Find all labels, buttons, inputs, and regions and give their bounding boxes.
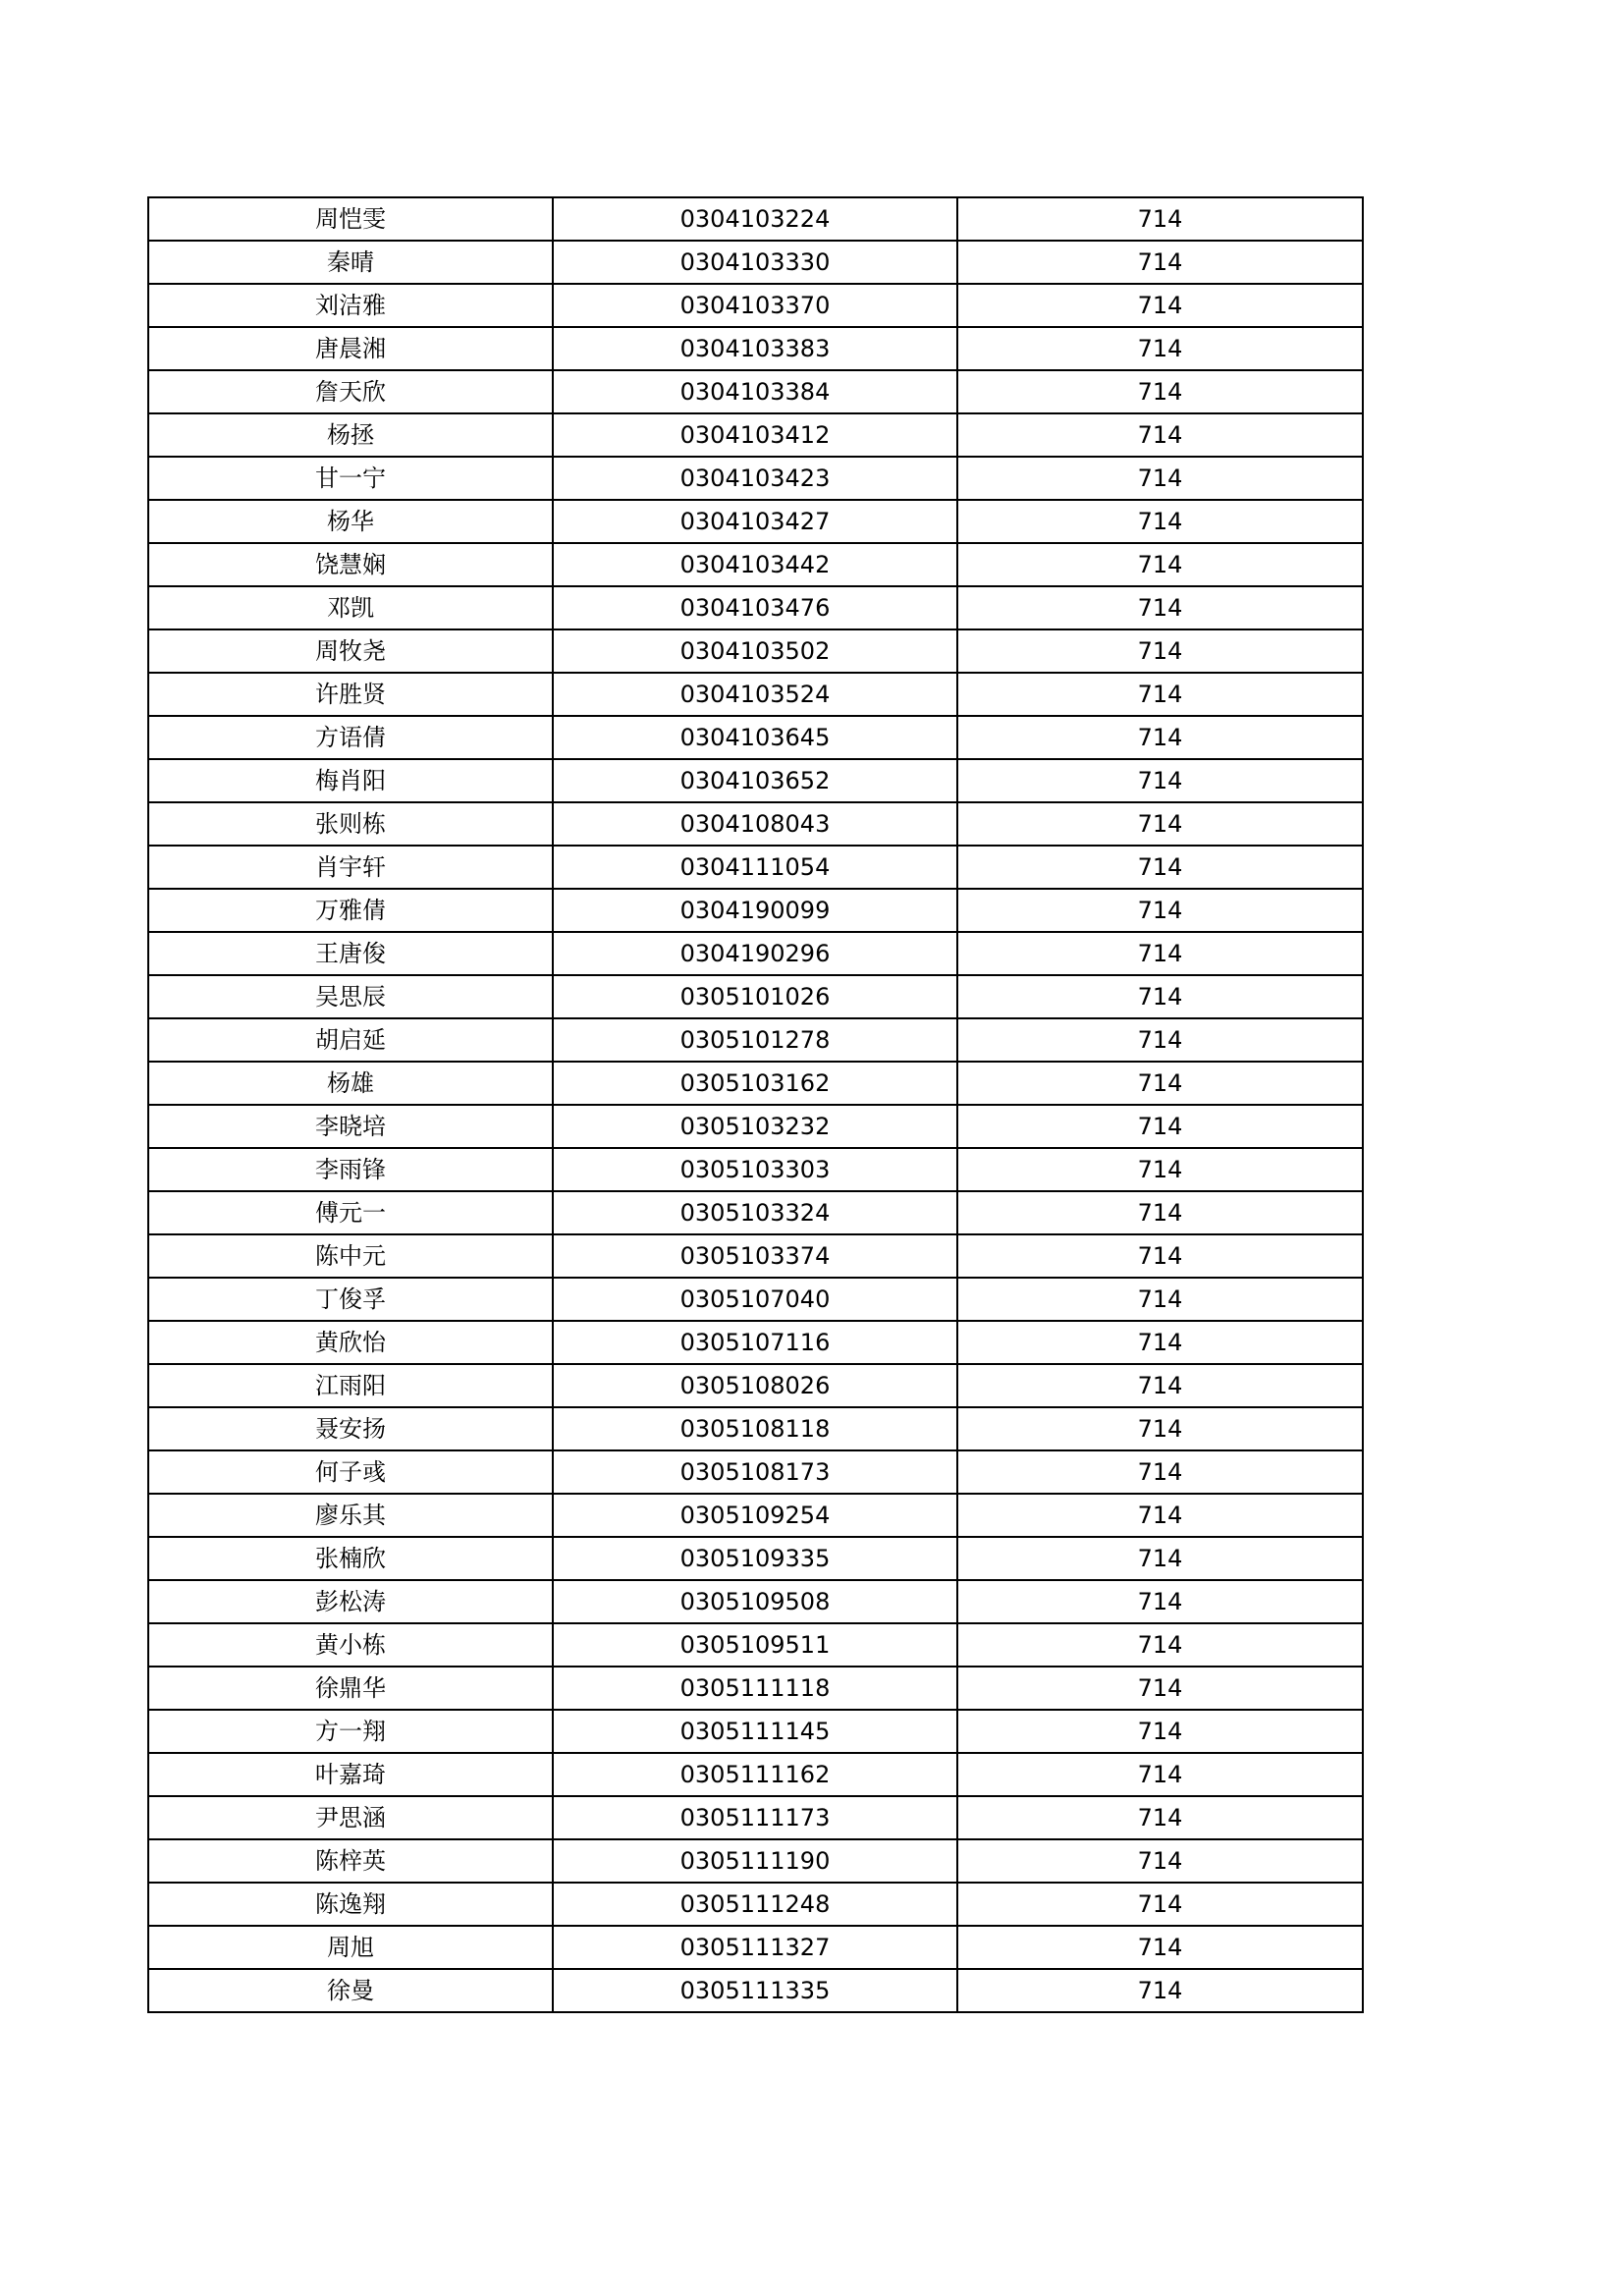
table-row [148, 1062, 1363, 1105]
table-row [148, 1278, 1363, 1321]
table-row [148, 1148, 1363, 1191]
score-cell: 714 [957, 932, 1363, 975]
score-cell: 714 [957, 1278, 1363, 1321]
table-row [148, 241, 1363, 284]
name-cell: 杨雄 [148, 1062, 553, 1105]
table-row [148, 889, 1363, 932]
id-cell: 0305111118 [553, 1667, 957, 1710]
score-cell: 714 [957, 284, 1363, 327]
score-cell: 714 [957, 1796, 1363, 1839]
score-cell: 714 [957, 673, 1363, 716]
score-cell: 714 [957, 1969, 1363, 2012]
table-row [148, 586, 1363, 629]
name-cell: 秦晴 [148, 241, 553, 284]
name-cell: 梅肖阳 [148, 759, 553, 802]
table-row [148, 1494, 1363, 1537]
name-cell: 聂安扬 [148, 1407, 553, 1450]
id-cell: 0305111248 [553, 1883, 957, 1926]
table-row [148, 457, 1363, 500]
name-cell: 周旭 [148, 1926, 553, 1969]
id-cell: 0304103427 [553, 500, 957, 543]
id-cell: 0304190099 [553, 889, 957, 932]
score-cell: 714 [957, 457, 1363, 500]
score-cell: 714 [957, 327, 1363, 370]
score-cell: 714 [957, 1105, 1363, 1148]
name-cell: 万雅倩 [148, 889, 553, 932]
table-row [148, 1839, 1363, 1883]
table-row [148, 197, 1363, 241]
table-row [148, 1537, 1363, 1580]
name-cell: 方一翔 [148, 1710, 553, 1753]
score-cell: 714 [957, 1623, 1363, 1667]
name-cell: 周牧尧 [148, 629, 553, 673]
id-cell: 0304111054 [553, 846, 957, 889]
id-cell: 0305103374 [553, 1234, 957, 1278]
table-row [148, 1407, 1363, 1450]
table-row [148, 629, 1363, 673]
id-cell: 0305111327 [553, 1926, 957, 1969]
table-row [148, 1969, 1363, 2012]
name-cell: 彭松涛 [148, 1580, 553, 1623]
score-cell: 714 [957, 1753, 1363, 1796]
id-cell: 0305109511 [553, 1623, 957, 1667]
id-cell: 0304103330 [553, 241, 957, 284]
score-cell: 714 [957, 889, 1363, 932]
name-cell: 吴思辰 [148, 975, 553, 1018]
id-cell: 0305111190 [553, 1839, 957, 1883]
name-cell: 江雨阳 [148, 1364, 553, 1407]
score-cell: 714 [957, 1148, 1363, 1191]
name-cell: 胡启延 [148, 1018, 553, 1062]
id-cell: 0304103370 [553, 284, 957, 327]
id-cell: 0305103162 [553, 1062, 957, 1105]
id-cell: 0305103303 [553, 1148, 957, 1191]
id-cell: 0305111162 [553, 1753, 957, 1796]
table-row [148, 802, 1363, 846]
id-cell: 0305108026 [553, 1364, 957, 1407]
name-cell: 傅元一 [148, 1191, 553, 1234]
id-cell: 0305101026 [553, 975, 957, 1018]
id-cell: 0305111145 [553, 1710, 957, 1753]
id-cell: 0304103384 [553, 370, 957, 413]
name-cell: 陈梓英 [148, 1839, 553, 1883]
id-cell: 0305101278 [553, 1018, 957, 1062]
table-row [148, 1234, 1363, 1278]
score-cell: 714 [957, 1580, 1363, 1623]
score-cell: 714 [957, 1062, 1363, 1105]
name-cell: 廖乐其 [148, 1494, 553, 1537]
table-row [148, 1321, 1363, 1364]
id-cell: 0305103232 [553, 1105, 957, 1148]
name-cell: 方语倩 [148, 716, 553, 759]
id-cell: 0305111173 [553, 1796, 957, 1839]
name-cell: 张楠欣 [148, 1537, 553, 1580]
name-cell: 黄小栋 [148, 1623, 553, 1667]
table-row [148, 1710, 1363, 1753]
score-cell: 714 [957, 1494, 1363, 1537]
score-cell: 714 [957, 1191, 1363, 1234]
name-cell: 邓凯 [148, 586, 553, 629]
id-cell: 0304103383 [553, 327, 957, 370]
table-row [148, 1796, 1363, 1839]
score-cell: 714 [957, 975, 1363, 1018]
roster-table [147, 196, 1364, 2013]
id-cell: 0304103442 [553, 543, 957, 586]
roster-table-body [148, 197, 1363, 2012]
table-row [148, 500, 1363, 543]
score-cell: 714 [957, 586, 1363, 629]
id-cell: 0305108173 [553, 1450, 957, 1494]
table-row [148, 1667, 1363, 1710]
name-cell: 杨拯 [148, 413, 553, 457]
score-cell: 714 [957, 716, 1363, 759]
name-cell: 张则栋 [148, 802, 553, 846]
score-cell: 714 [957, 1018, 1363, 1062]
score-cell: 714 [957, 846, 1363, 889]
name-cell: 陈逸翔 [148, 1883, 553, 1926]
score-cell: 714 [957, 629, 1363, 673]
score-cell: 714 [957, 759, 1363, 802]
score-cell: 714 [957, 370, 1363, 413]
table-row [148, 370, 1363, 413]
score-cell: 714 [957, 1926, 1363, 1969]
name-cell: 王唐俊 [148, 932, 553, 975]
table-row [148, 759, 1363, 802]
id-cell: 0304103524 [553, 673, 957, 716]
score-cell: 714 [957, 1364, 1363, 1407]
score-cell: 714 [957, 1883, 1363, 1926]
score-cell: 714 [957, 802, 1363, 846]
score-cell: 714 [957, 543, 1363, 586]
score-cell: 714 [957, 197, 1363, 241]
id-cell: 0305107040 [553, 1278, 957, 1321]
id-cell: 0304103652 [553, 759, 957, 802]
score-cell: 714 [957, 1839, 1363, 1883]
table-row [148, 975, 1363, 1018]
name-cell: 杨华 [148, 500, 553, 543]
name-cell: 李雨锋 [148, 1148, 553, 1191]
name-cell: 唐晨湘 [148, 327, 553, 370]
id-cell: 0304103224 [553, 197, 957, 241]
table-row [148, 673, 1363, 716]
name-cell: 詹天欣 [148, 370, 553, 413]
name-cell: 黄欣怡 [148, 1321, 553, 1364]
score-cell: 714 [957, 1537, 1363, 1580]
name-cell: 叶嘉琦 [148, 1753, 553, 1796]
name-cell: 尹思涵 [148, 1796, 553, 1839]
id-cell: 0304190296 [553, 932, 957, 975]
score-cell: 714 [957, 1450, 1363, 1494]
name-cell: 丁俊孚 [148, 1278, 553, 1321]
name-cell: 徐鼎华 [148, 1667, 553, 1710]
score-cell: 714 [957, 241, 1363, 284]
table-row [148, 1883, 1363, 1926]
score-cell: 714 [957, 1321, 1363, 1364]
table-row [148, 284, 1363, 327]
score-cell: 714 [957, 413, 1363, 457]
id-cell: 0305109254 [553, 1494, 957, 1537]
id-cell: 0305107116 [553, 1321, 957, 1364]
table-row [148, 1450, 1363, 1494]
id-cell: 0304103476 [553, 586, 957, 629]
name-cell: 徐曼 [148, 1969, 553, 2012]
table-row [148, 543, 1363, 586]
score-cell: 714 [957, 500, 1363, 543]
table-row [148, 1191, 1363, 1234]
table-row [148, 716, 1363, 759]
table-row [148, 1018, 1363, 1062]
table-row [148, 1105, 1363, 1148]
name-cell: 甘一宁 [148, 457, 553, 500]
id-cell: 0305111335 [553, 1969, 957, 2012]
table-row [148, 1926, 1363, 1969]
score-cell: 714 [957, 1710, 1363, 1753]
id-cell: 0304103412 [553, 413, 957, 457]
id-cell: 0305103324 [553, 1191, 957, 1234]
id-cell: 0304103502 [553, 629, 957, 673]
score-cell: 714 [957, 1667, 1363, 1710]
name-cell: 何子彧 [148, 1450, 553, 1494]
table-row [148, 846, 1363, 889]
id-cell: 0304108043 [553, 802, 957, 846]
name-cell: 陈中元 [148, 1234, 553, 1278]
name-cell: 刘洁雅 [148, 284, 553, 327]
id-cell: 0305109508 [553, 1580, 957, 1623]
name-cell: 饶慧娴 [148, 543, 553, 586]
name-cell: 肖宇轩 [148, 846, 553, 889]
table-row [148, 413, 1363, 457]
name-cell: 许胜贤 [148, 673, 553, 716]
score-cell: 714 [957, 1234, 1363, 1278]
id-cell: 0305109335 [553, 1537, 957, 1580]
id-cell: 0305108118 [553, 1407, 957, 1450]
score-cell: 714 [957, 1407, 1363, 1450]
table-row [148, 1580, 1363, 1623]
id-cell: 0304103423 [553, 457, 957, 500]
table-row [148, 932, 1363, 975]
id-cell: 0304103645 [553, 716, 957, 759]
table-row [148, 1623, 1363, 1667]
table-row [148, 1753, 1363, 1796]
name-cell: 周恺雯 [148, 197, 553, 241]
table-row [148, 1364, 1363, 1407]
name-cell: 李晓培 [148, 1105, 553, 1148]
table-row [148, 327, 1363, 370]
